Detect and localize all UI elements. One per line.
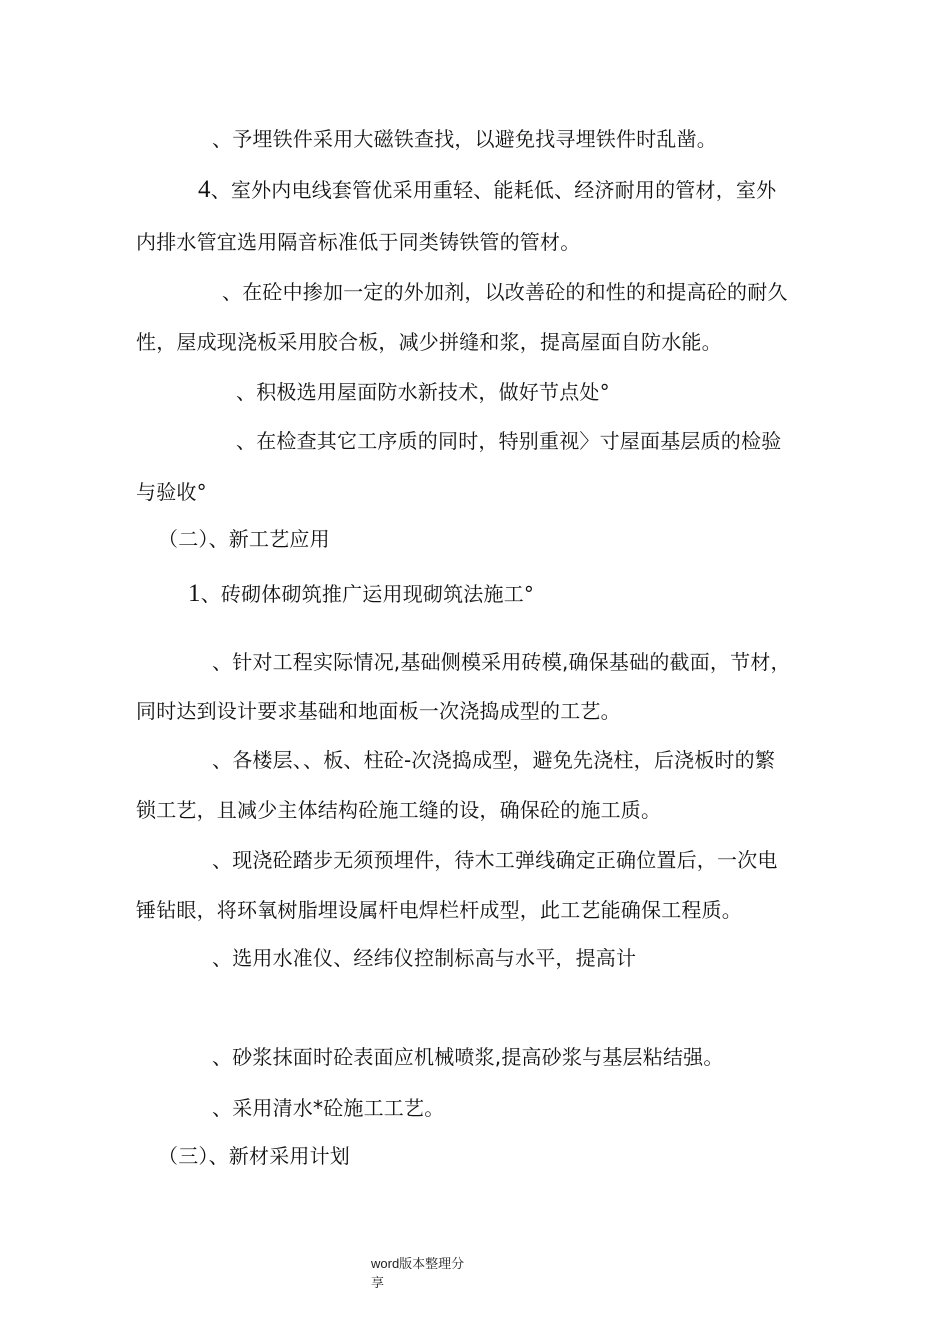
footer-line-2: 享: [371, 1275, 385, 1290]
text-line-2: 4、室外内电线套管优采用重轻、能耗低、经济耐用的管材，室外: [198, 176, 777, 203]
text-line-10: 1、砖砌体砌筑推广运用现砌筑法施工°: [188, 580, 535, 607]
list-number: 4: [198, 176, 211, 203]
text-line-14: 锁工艺，且减少主体结构砼施工缝的设，确保砼的施工质。: [136, 798, 662, 822]
text-line-16: 锤钻眼，将环氧树脂埋设属杆电焊栏杆成型，此工艺能确保工程质。: [136, 898, 742, 922]
text-line-17: 、选用水准仪、经纬仪控制标高与水平，提高计: [212, 946, 637, 970]
text-line-13: 、各楼层、、板、柱砼-次浇捣成型，避免先浇柱，后浇板时的繁: [212, 748, 776, 772]
text-line-12: 同时达到设计要求基础和地面板一次浇捣成型的工艺。: [136, 699, 621, 723]
text-line-7: 、在检查其它工序质的同时，特别重视〉寸屋面基层质的检验: [236, 429, 782, 453]
footer-line-1: word版本整理分: [371, 1256, 465, 1271]
text-line-15: 、现浇砼踏步无须预埋件，待木工弹线确定正确位置后，一次电: [212, 848, 778, 872]
text-line-11: 、针对工程实际情况,基础侧模采用砖模,确保基础的截面，节材，: [212, 650, 791, 674]
text-line-1: 、予埋铁件采用大磁铁查找，以避免找寻埋铁件时乱凿。: [212, 127, 717, 151]
list-number: 1: [188, 580, 201, 607]
section-heading-2: （二）、新工艺应用: [158, 527, 330, 551]
text-line-4: 、在砼中掺加一定的外加剂，以改善砼的和性的和提高砼的耐久: [222, 280, 788, 304]
text-line-18: 、砂浆抹面时砼表面应机械喷浆,提高砂浆与基层粘结强。: [212, 1045, 724, 1069]
text-line-6: 、积极选用屋面防水新技术，做好节点处°: [236, 380, 610, 404]
text-line-5: 性，屋成现浇板采用胶合板，减少拼缝和浆，提高屋面自防水能。: [136, 330, 722, 354]
page-footer: [371, 1254, 464, 1292]
text-line-3: 内排水管宜选用隔音标准低于同类铸铁管的管材。: [136, 230, 581, 254]
section-heading-3: （三）、新材采用计划: [158, 1144, 350, 1168]
text-line-8: 与验收°: [136, 480, 207, 504]
text-line-19: 、采用清水*砼施工工艺。: [212, 1096, 445, 1120]
